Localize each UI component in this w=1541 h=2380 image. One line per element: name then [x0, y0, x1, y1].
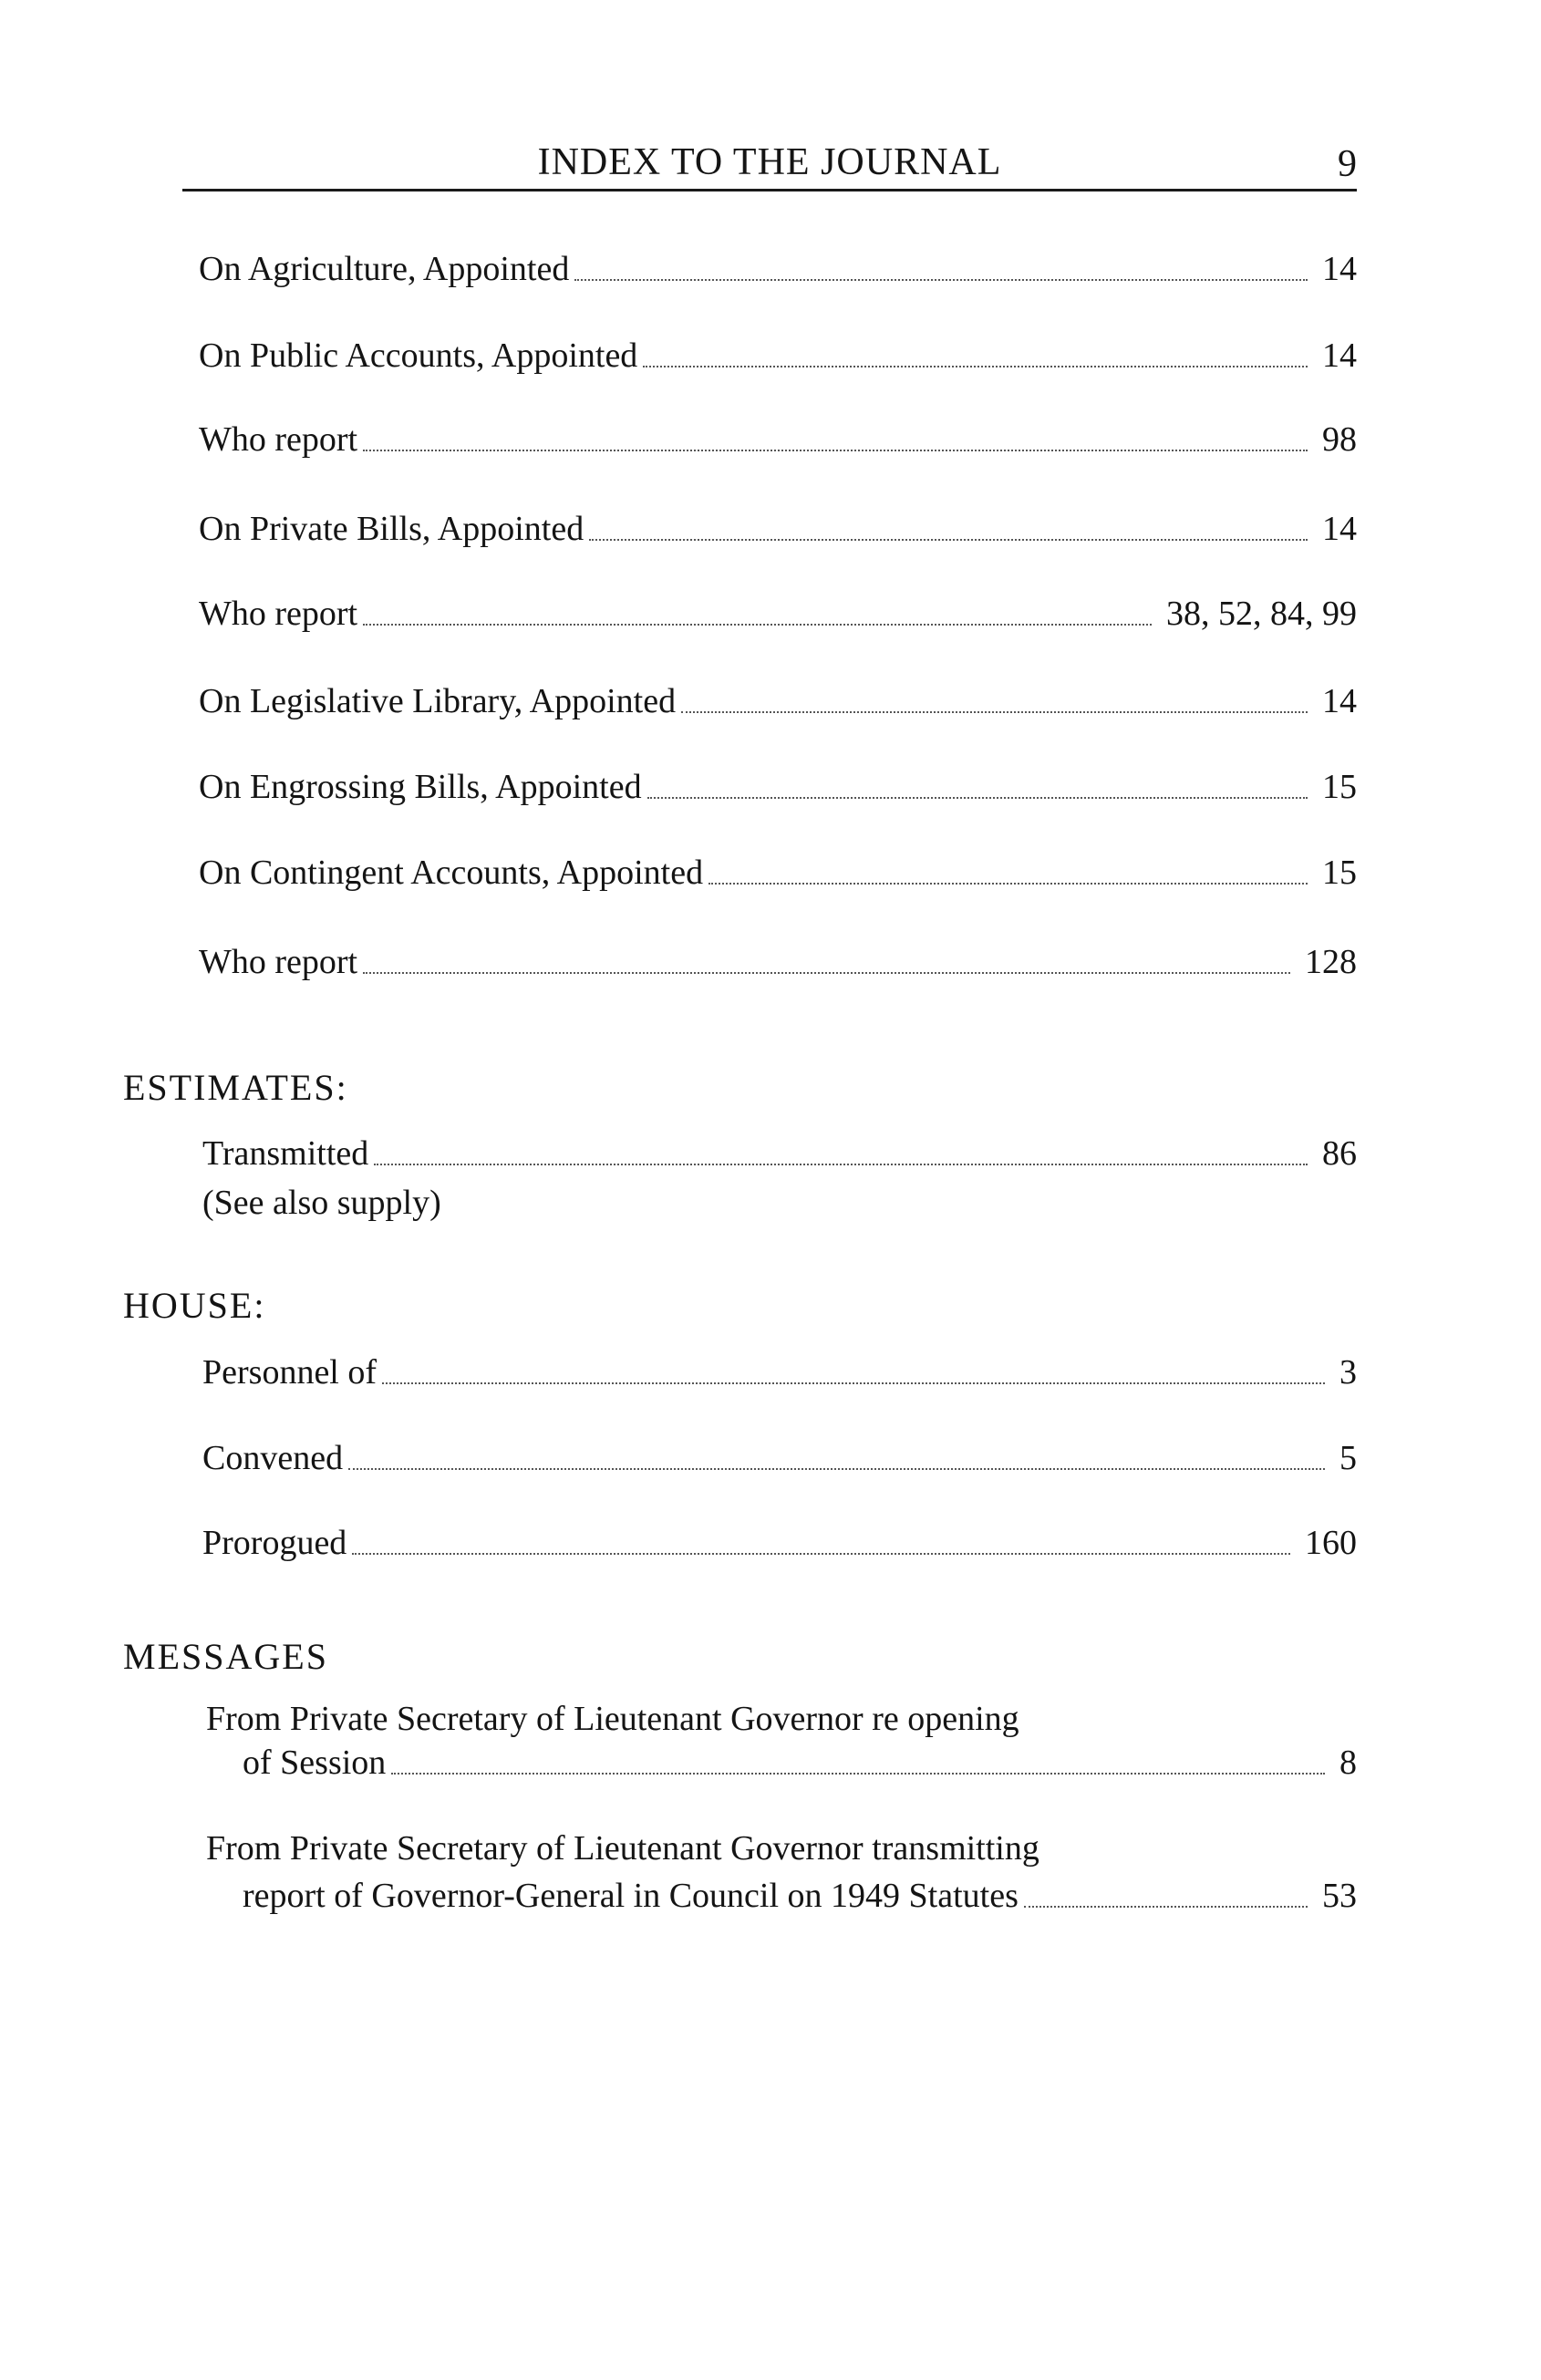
entry-label: Personnel of: [202, 1353, 377, 1392]
entry-pages: 160: [1305, 1524, 1357, 1562]
entry-label: On Public Accounts, Appointed: [199, 336, 638, 375]
index-entry: [202, 1435, 1357, 1481]
entry-label: On Legislative Library, Appointed: [199, 682, 677, 720]
page-number: 9: [1338, 143, 1357, 185]
index-entry: [243, 1740, 1357, 1785]
index-entry: [199, 591, 1357, 636]
dot-leader: [382, 1382, 1325, 1384]
running-head: [182, 135, 1357, 190]
dot-leader: [589, 539, 1308, 541]
index-entry: [199, 764, 1357, 810]
message-entry-line: From Private Secretary of Lieutenant Governor transmitting: [206, 1829, 1039, 1868]
dot-leader: [352, 1553, 1290, 1555]
dot-leader: [363, 624, 1152, 626]
dot-leader: [1024, 1906, 1308, 1908]
dot-leader: [647, 797, 1308, 799]
dot-leader: [574, 279, 1308, 281]
index-entry: [199, 678, 1357, 724]
index-entry: [199, 333, 1357, 378]
entry-label: Prorogued: [202, 1524, 347, 1562]
entry-label: Who report: [199, 595, 358, 633]
section-heading-estimates: ESTIMATES:: [123, 1067, 348, 1108]
index-entry: [202, 1131, 1357, 1176]
see-also-note: (See also supply): [202, 1184, 441, 1222]
dot-leader: [708, 883, 1308, 885]
entry-pages: 8: [1339, 1744, 1357, 1782]
entry-pages: 14: [1322, 336, 1357, 375]
entry-pages: 5: [1339, 1439, 1357, 1477]
entry-label: report of Governor-General in Council on 1949 Statutes: [243, 1877, 1019, 1915]
entry-label: Who report: [199, 420, 358, 459]
index-entry: [202, 1520, 1357, 1566]
entry-pages: 98: [1322, 420, 1357, 459]
entry-pages: 15: [1322, 768, 1357, 806]
dot-leader: [363, 972, 1290, 974]
dot-leader: [643, 366, 1308, 367]
index-entry: [199, 246, 1357, 292]
entry-pages: 15: [1322, 854, 1357, 892]
entry-label: On Engrossing Bills, Appointed: [199, 768, 642, 806]
section-heading-messages: MESSAGES: [123, 1636, 328, 1677]
dot-leader: [681, 711, 1308, 713]
running-head-title: INDEX TO THE JOURNAL: [537, 141, 1002, 183]
entry-pages: 38, 52, 84, 99: [1166, 595, 1357, 633]
dot-leader: [348, 1468, 1325, 1470]
entry-label: Transmitted: [202, 1134, 369, 1173]
entry-label: On Agriculture, Appointed: [199, 250, 570, 288]
entry-label: of Session: [243, 1744, 387, 1782]
message-entry-line: From Private Secretary of Lieutenant Governor re opening: [206, 1700, 1019, 1738]
entry-label: Who report: [199, 943, 358, 981]
index-entry: [199, 417, 1357, 462]
entry-pages: 3: [1339, 1353, 1357, 1392]
dot-leader: [374, 1164, 1308, 1165]
index-entry: [199, 850, 1357, 895]
header-rule: [182, 189, 1357, 191]
dot-leader: [391, 1773, 1325, 1775]
index-entry: [199, 506, 1357, 552]
index-entry: [202, 1350, 1357, 1395]
entry-pages: 128: [1305, 943, 1357, 981]
index-entry: [199, 939, 1357, 985]
entry-label: On Contingent Accounts, Appointed: [199, 854, 704, 892]
entry-pages: 14: [1322, 682, 1357, 720]
section-heading-house: HOUSE:: [123, 1285, 266, 1326]
entry-pages: 86: [1322, 1134, 1357, 1173]
entry-label: Convened: [202, 1439, 344, 1477]
entry-label: On Private Bills, Appointed: [199, 510, 584, 548]
entry-pages: 53: [1322, 1877, 1357, 1915]
entry-pages: 14: [1322, 250, 1357, 288]
entry-pages: 14: [1322, 510, 1357, 548]
dot-leader: [363, 450, 1308, 451]
index-entry: [243, 1873, 1357, 1919]
